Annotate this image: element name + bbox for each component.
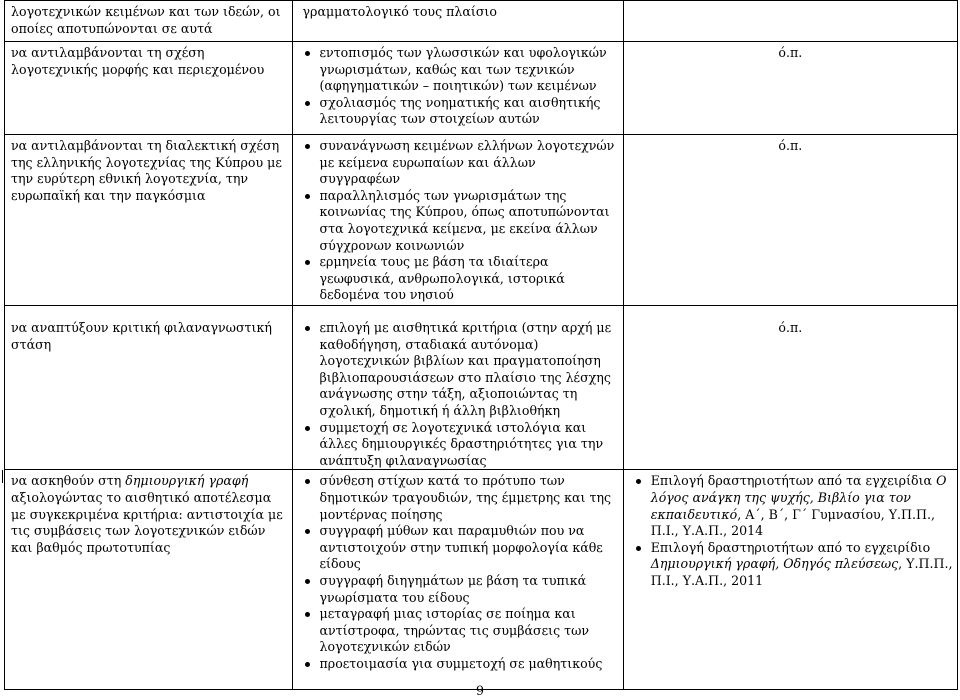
list-item: ερμηνεία τους με βάση τα ιδιαίτερα γεωφυσικά, ανθρωπολογικά, ιστορικά δεδομένα του νησιού (320, 254, 619, 304)
table-row (5, 470, 958, 690)
list-item: συγγραφή διηγημάτων με βάση τα τυπικά γνωρίσματα του είδους (320, 573, 619, 606)
margin-mark (2, 470, 3, 483)
activity-cell (292, 1, 623, 42)
table-row (5, 135, 958, 306)
objective-text-part: αξιολογώντας το αισθητικό αποτέλεσμα με συγκεκριμένα κριτήρια: αντιστοιχία με τις συμβάσεις των λογοτεχνικών ειδών και βαθμός πρωτοτυπίας (11, 489, 283, 555)
list-item (651, 473, 953, 539)
activity-cell (292, 470, 623, 690)
resource-cell (623, 135, 957, 306)
activity-list (293, 470, 623, 672)
list-item: παραλληλισμός των γνωρισμάτων της κοινωνίας της Κύπρου, όπως αποτυπώνονται στα λογοτεχνικά κείμενα, με εκείνα άλλων σύγχρονων κοινωνιών (320, 188, 619, 254)
list-item: σχολιασμός της νοηματικής και αισθητικής λειτουργίας των στοιχείων αυτών (320, 95, 619, 128)
activity-list (293, 306, 623, 469)
objective-cell (5, 1, 293, 42)
objective-text: λογοτεχνικών κειμένων και των ιδεών, οι οποίες αποτυπώνονται σε αυτά (11, 4, 281, 36)
list-item (651, 540, 953, 590)
resource-text: ό.π. (778, 45, 803, 60)
activity-list (293, 42, 623, 128)
resource-book-title: Ο λόγος ανάγκη της ψυχής, Βιβλίο για τον εκπαιδευτικό (650, 473, 947, 522)
list-item: προετοιμασία για συμμετοχή σε μαθητικούς (320, 656, 619, 673)
objective-cell (5, 42, 293, 135)
activity-text: γραμματολογικό τους πλαίσιο (302, 4, 497, 19)
objective-cell (5, 470, 293, 690)
list-item: μεταγραφή μιας ιστορίας σε ποίημα και αντίστροφα, τηρώντας τις συμβάσεις των λογοτεχνικών ειδών (320, 606, 619, 656)
objective-text (11, 470, 288, 556)
resource-text: ό.π. (778, 320, 803, 335)
resource-cell (623, 1, 957, 42)
activity-cell (292, 42, 623, 135)
table-row (5, 1, 958, 42)
activity-list (293, 135, 623, 304)
activity-cell (292, 306, 623, 470)
resource-text-part: Επιλογή δραστηριοτήτων από τα εγχειρίδια (650, 473, 937, 489)
resource-text-part: , Α΄, Β΄, Γ΄ Γυμνασίου, Υ.Π.Π., Π.Ι., Υ.Α.Π., 2014 (650, 506, 936, 539)
list-item: συγγραφή μύθων και παραμυθιών που να αντιστοιχούν στην τυπική μορφολογία κάθε είδους (320, 523, 619, 573)
objective-text: να αναπτύξουν κριτική φιλαναγνωστική στάση (11, 320, 272, 352)
resource-book-title: Δημιουργική γραφή, Οδηγός πλεύσεως (650, 556, 899, 572)
resource-cell (623, 470, 957, 690)
resource-text: ό.π. (778, 138, 803, 153)
curriculum-table (4, 0, 958, 690)
list-item: συμμετοχή σε λογοτεχνικά ιστολόγια και άλλες δημιουργικές δραστηριότητες για την ανάπτυξη φιλαναγνωσίας (320, 420, 619, 470)
objective-text-emphasis: δημιουργική γραφή (125, 473, 249, 489)
objective-text-part: να ασκηθούν στη (11, 473, 126, 489)
list-item: επιλογή με αισθητικά κριτήρια (στην αρχή με καθοδήγηση, σταδιακά αυτόνομα) λογοτεχνικών βιβλίων και πραγματοποίηση βιβλιοπαρουσιάσεων στο πλαίσιο της λέσχης ανάγνωσης στην τάξη, αξιοποιώντας τη σχολική, δημοτική ή άλλη βιβλιοθήκη (320, 320, 619, 420)
list-item: σύνθεση στίχων κατά το πρότυπο των δημοτικών τραγουδιών, της έμμετρης και της μοντέρνας ποίησης (320, 473, 619, 523)
resource-cell (623, 306, 957, 470)
list-item: συνανάγνωση κειμένων ελλήνων λογοτεχνών με κείμενα ευρωπαίων και άλλων συγγραφέων (320, 138, 619, 188)
list-item: εντοπισμός των γλωσσικών και υφολογικών γνωρισμάτων, καθώς και των τεχνικών (αφηγηματικών – ποιητικών) των κειμένων (320, 45, 619, 95)
page-number: 9 (475, 683, 484, 698)
objective-cell (5, 306, 293, 470)
table-row (5, 306, 958, 470)
activity-cell (292, 135, 623, 306)
resource-cell (623, 42, 957, 135)
resource-list (624, 470, 957, 589)
objective-cell (5, 135, 293, 306)
objective-text: να αντιλαμβάνονται τη διαλεκτική σχέση της ελληνικής λογοτεχνίας της Κύπρου με την ευρύτερη εθνική λογοτεχνία, την ευρωπαϊκή και την παγκόσμια (11, 138, 282, 203)
resource-text-part: , Υ.Π.Π., Π.Ι., Υ.Α.Π., 2011 (650, 556, 953, 588)
table-row (5, 42, 958, 135)
resource-text-part: Επιλογή δραστηριοτήτων από το εγχειρίδιο (650, 539, 931, 555)
objective-text: να αντιλαμβάνονται τη σχέση λογοτεχνικής μορφής και περιεχομένου (11, 45, 265, 77)
